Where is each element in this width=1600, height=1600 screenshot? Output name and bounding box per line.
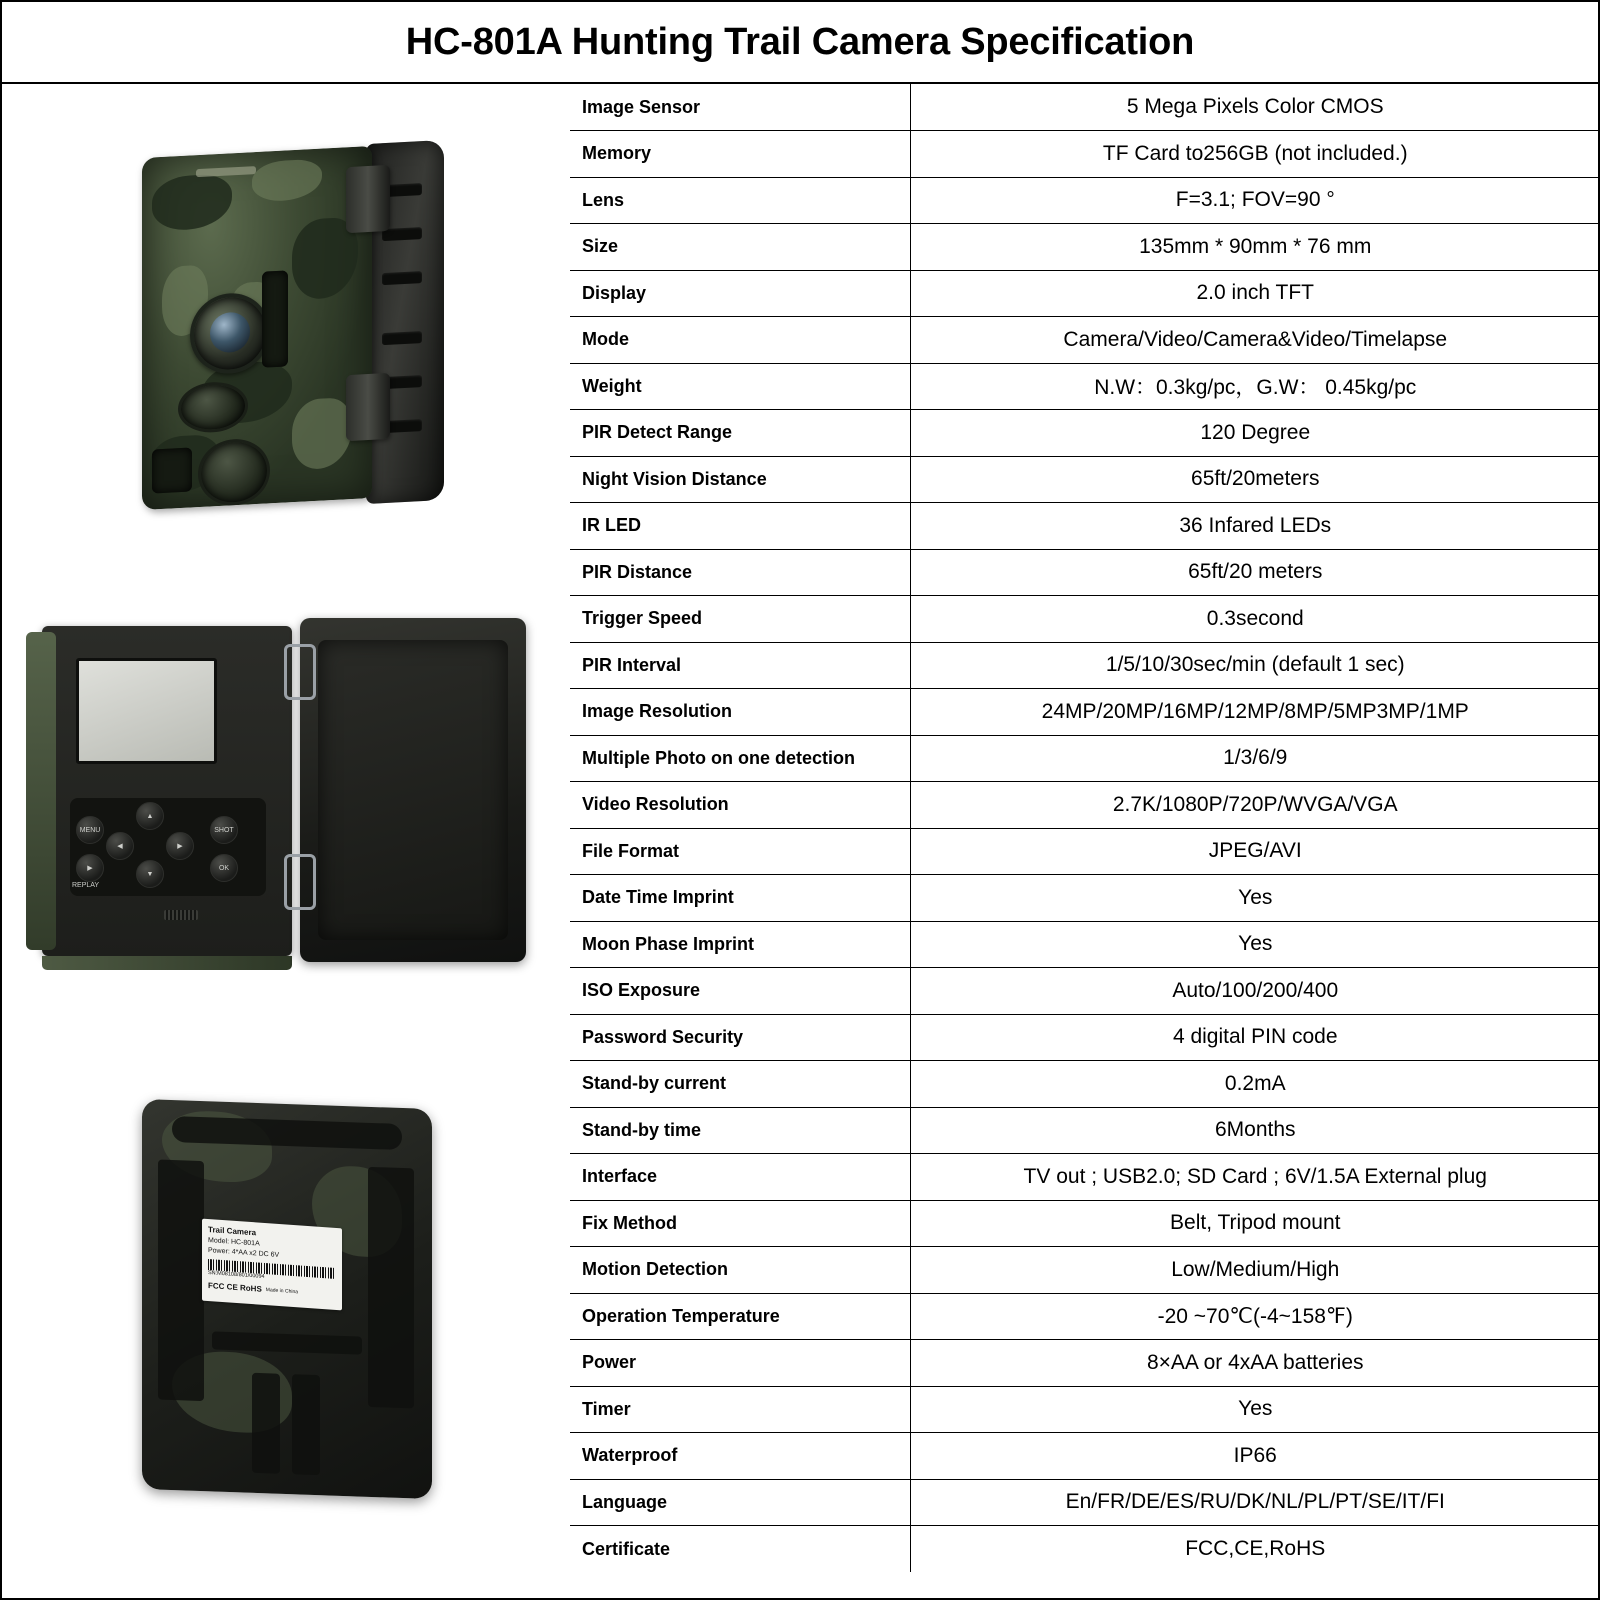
spec-value: F=3.1; FOV=90 ° — [910, 177, 1600, 224]
spec-value: FCC,CE,RoHS — [910, 1526, 1600, 1573]
left-button[interactable]: ◀ — [106, 832, 134, 860]
spec-value: JPEG/AVI — [910, 828, 1600, 875]
specification-table-wrapper — [570, 84, 1600, 1598]
ir-led-panel-left — [262, 270, 288, 367]
table-row — [570, 1014, 1600, 1061]
spec-key: Weight — [570, 363, 910, 410]
table-row — [570, 1247, 1600, 1294]
latch-clip-bottom — [284, 854, 316, 910]
spec-key: File Format — [570, 828, 910, 875]
table-row — [570, 596, 1600, 643]
latch-clip-top — [284, 644, 316, 700]
spec-value: 6Months — [910, 1107, 1600, 1154]
table-row — [570, 828, 1600, 875]
product-image-front — [122, 124, 452, 524]
spec-value: 135mm * 90mm * 76 mm — [910, 224, 1600, 271]
table-row — [570, 875, 1600, 922]
replay-button[interactable]: ▶ — [76, 854, 104, 882]
camera-battery-door — [300, 618, 526, 962]
product-image-column — [2, 84, 570, 1598]
table-row — [570, 642, 1600, 689]
spec-key: PIR Distance — [570, 549, 910, 596]
spec-key: Image Sensor — [570, 84, 910, 131]
table-row — [570, 270, 1600, 317]
spec-key: Video Resolution — [570, 782, 910, 829]
table-row — [570, 1061, 1600, 1108]
spec-key: Lens — [570, 177, 910, 224]
camera-control-panel — [42, 626, 292, 956]
spec-value: Auto/100/200/400 — [910, 968, 1600, 1015]
up-button[interactable]: ▲ — [136, 802, 164, 830]
table-row — [570, 735, 1600, 782]
replay-label: REPLAY — [72, 882, 100, 889]
spec-key: Interface — [570, 1154, 910, 1201]
spec-value: TV out ; USB2.0; SD Card ; 6V/1.5A External plug — [910, 1154, 1600, 1201]
table-row — [570, 1107, 1600, 1154]
label-serial: SN:M08108/801/00094 — [208, 1270, 265, 1281]
spec-key: Certificate — [570, 1526, 910, 1573]
product-image-open — [12, 604, 552, 984]
spec-value: 1/3/6/9 — [910, 735, 1600, 782]
table-row — [570, 921, 1600, 968]
camera-bottom-strip — [42, 956, 292, 970]
label-model: Model: HC-801A — [208, 1237, 260, 1248]
table-row — [570, 1386, 1600, 1433]
label-certs: FCC CE RoHS — [208, 1281, 262, 1295]
table-row — [570, 317, 1600, 364]
table-row — [570, 131, 1600, 178]
spec-value: En/FR/DE/ES/RU/DK/NL/PL/PT/SE/IT/FI — [910, 1479, 1600, 1526]
spec-key: Night Vision Distance — [570, 456, 910, 503]
spec-key: Date Time Imprint — [570, 875, 910, 922]
table-row — [570, 1200, 1600, 1247]
table-row — [570, 177, 1600, 224]
spec-key: Password Security — [570, 1014, 910, 1061]
speaker-grille — [164, 910, 198, 920]
spec-key: PIR Interval — [570, 642, 910, 689]
spec-value: 65ft/20 meters — [910, 549, 1600, 596]
spec-value: 1/5/10/30sec/min (default 1 sec) — [910, 642, 1600, 689]
table-row — [570, 363, 1600, 410]
page-title: HC-801A Hunting Trail Camera Specification — [405, 20, 1195, 63]
spec-value: Yes — [910, 1386, 1600, 1433]
table-row — [570, 1293, 1600, 1340]
shot-button[interactable]: SHOT — [210, 816, 238, 844]
spec-key: Language — [570, 1479, 910, 1526]
spec-key: Fix Method — [570, 1200, 910, 1247]
spec-key: Trigger Speed — [570, 596, 910, 643]
ok-button[interactable]: OK — [210, 854, 238, 882]
spec-value: IP66 — [910, 1433, 1600, 1480]
table-row — [570, 84, 1600, 131]
table-row — [570, 1479, 1600, 1526]
spec-key: IR LED — [570, 503, 910, 550]
spec-value: 8×AA or 4xAA batteries — [910, 1340, 1600, 1387]
label-product-name: Trail Camera — [208, 1225, 257, 1238]
spec-key: Stand-by time — [570, 1107, 910, 1154]
spec-key: Power — [570, 1340, 910, 1387]
spec-key: Operation Temperature — [570, 1293, 910, 1340]
spec-key: Timer — [570, 1386, 910, 1433]
camera-front-housing — [142, 146, 372, 510]
down-button[interactable]: ▼ — [136, 860, 164, 888]
spec-value: 2.0 inch TFT — [910, 270, 1600, 317]
menu-button[interactable]: MENU — [76, 816, 104, 844]
spec-value: Belt, Tripod mount — [910, 1200, 1600, 1247]
camera-latch-top — [346, 165, 390, 233]
spec-value: Yes — [910, 875, 1600, 922]
spec-value: Low/Medium/High — [910, 1247, 1600, 1294]
label-power: Power: 4*AA x2 DC 6V — [208, 1247, 280, 1260]
spec-key: Waterproof — [570, 1433, 910, 1480]
table-row — [570, 1526, 1600, 1573]
camera-back-housing — [142, 1099, 432, 1499]
spec-key: Motion Detection — [570, 1247, 910, 1294]
page-title-bar — [2, 2, 1598, 84]
product-label — [202, 1219, 342, 1311]
spec-value: 120 Degree — [910, 410, 1600, 457]
spec-value: 2.7K/1080P/720P/WVGA/VGA — [910, 782, 1600, 829]
table-row — [570, 968, 1600, 1015]
spec-key: Display — [570, 270, 910, 317]
camera-keypad — [70, 798, 266, 896]
ir-led-panel-bottom — [152, 447, 192, 493]
spec-key: PIR Detect Range — [570, 410, 910, 457]
spec-value: 0.3second — [910, 596, 1600, 643]
label-origin: Made in China — [265, 1286, 299, 1295]
camera-latch-bottom — [346, 373, 390, 441]
spec-value: 4 digital PIN code — [910, 1014, 1600, 1061]
spec-value: N.W：0.3kg/pc，G.W： 0.45kg/pc — [910, 363, 1600, 410]
spec-value: 24MP/20MP/16MP/12MP/8MP/5MP3MP/1MP — [910, 689, 1600, 736]
spec-value: 0.2mA — [910, 1061, 1600, 1108]
right-button[interactable]: ▶ — [166, 832, 194, 860]
spec-value: 5 Mega Pixels Color CMOS — [910, 84, 1600, 131]
spec-key: ISO Exposure — [570, 968, 910, 1015]
spec-key: Memory — [570, 131, 910, 178]
pir-sensor-upper — [178, 380, 248, 434]
spec-value: Yes — [910, 921, 1600, 968]
spec-value: -20 ~70℃(-4~158℉) — [910, 1293, 1600, 1340]
table-row — [570, 503, 1600, 550]
table-row — [570, 1154, 1600, 1201]
spec-key: Mode — [570, 317, 910, 364]
spec-value: 36 Infared LEDs — [910, 503, 1600, 550]
spec-key: Stand-by current — [570, 1061, 910, 1108]
table-row — [570, 689, 1600, 736]
table-row — [570, 224, 1600, 271]
spec-key: Size — [570, 224, 910, 271]
spec-key: Image Resolution — [570, 689, 910, 736]
spec-key: Multiple Photo on one detection — [570, 735, 910, 782]
table-row — [570, 549, 1600, 596]
spec-value: TF Card to256GB (not included.) — [910, 131, 1600, 178]
table-row — [570, 456, 1600, 503]
camera-top-vent — [196, 166, 256, 177]
camera-display-screen — [76, 658, 217, 764]
spec-value: 65ft/20meters — [910, 456, 1600, 503]
product-image-back — [112, 1084, 492, 1514]
table-row — [570, 1433, 1600, 1480]
spec-key: Moon Phase Imprint — [570, 921, 910, 968]
table-row — [570, 782, 1600, 829]
table-row — [570, 410, 1600, 457]
specification-table — [570, 84, 1600, 1572]
spec-value: Camera/Video/Camera&Video/Timelapse — [910, 317, 1600, 364]
table-row — [570, 1340, 1600, 1387]
